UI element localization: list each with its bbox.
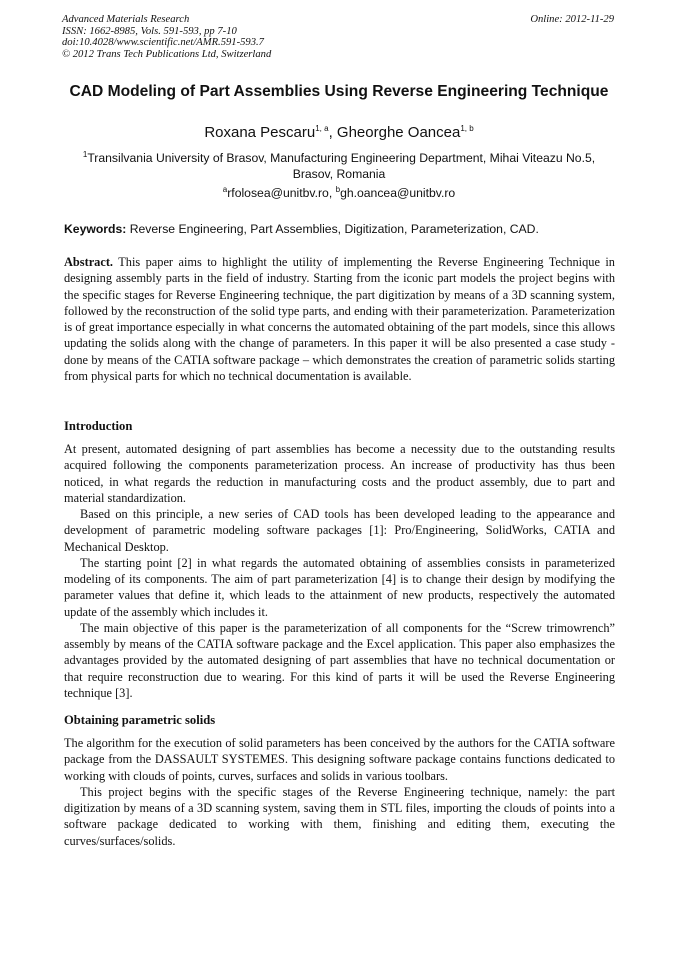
author-1-sup: 1, a bbox=[315, 124, 329, 133]
abstract-text: This paper aims to highlight the utility of implementing the Reverse Engineering Technique in designing assembly parts in the field of industry. Starting from the iconic part models the project begins with the specific stages for Reverse Engineering technique, the part digitization by means of a 3D scanning system, followed by the reconstruction of the solid type parts, and ending with their parameterization. Parameterization is of great importance especially in what concerns the automated obtaining of the part models, since this allows updating the solids along with the change of parameters. In this paper it will be also presented a case study - done by means of the CATIA software package – which demonstrates the creation of parametric solids starting from physical parts for which no technical documentation is available. bbox=[64, 255, 615, 383]
intro-paragraph: The starting point [2] in what regards the automated obtaining of assemblies consists in parameterized modeling of its components. The aim of part parameterization [4] is to change their design by modifying the parameter values that define it, which leads to the attainment of new products, respectively the automated update of the assembly which includes it. bbox=[64, 555, 615, 619]
email-b[interactable]: gh.oancea@unitbv.ro bbox=[340, 186, 456, 200]
abstract-label: Abstract. bbox=[64, 255, 114, 269]
journal-name: Advanced Materials Research bbox=[62, 14, 190, 25]
doi-line: doi:10.4028/www.scientific.net/AMR.591-593.7 bbox=[62, 37, 264, 48]
author-2: Gheorghe Oancea bbox=[336, 124, 461, 141]
parametric-paragraph: This project begins with the specific stages of the Reverse Engineering technique, namely: the part digitization by means of a 3D scanning system, saving them in STL files, importing the clouds of points into a software package dedicated to working with them, finishing and editing them, executing the curves/surfaces/solids. bbox=[64, 784, 615, 848]
parametric-body bbox=[64, 735, 615, 849]
affiliation-sup: 1 bbox=[82, 149, 88, 159]
issn-line: ISSN: 1662-8985, Vols. 591-593, pp 7-10 bbox=[62, 25, 237, 37]
online-date: Online: 2012-11-29 bbox=[530, 14, 614, 25]
intro-paragraph: At present, automated designing of part assemblies has become a necessity due to the outstanding results acquired following the components parameterization process. An increase of productivity has thus been noticed, in what regards the reduction in manufacturing costs and the product assembly, due to part and material standardization. bbox=[64, 442, 615, 505]
introduction-body bbox=[64, 441, 615, 701]
keywords bbox=[64, 221, 616, 237]
intro-paragraph: The main objective of this paper is the parameterization of all components for the “Screw trimowrench” assembly by means of the CATIA software package and the Excel application. This paper also emphasizes the advantages provided by the automated designing of part assemblies that have no technical documentation or that require reconstruction due to wearing. For this kind of parts it will be used the Reverse Engineering technique [3]. bbox=[64, 620, 615, 700]
email-a[interactable]: rfolosea@unitbv.ro, bbox=[227, 186, 333, 200]
affiliation bbox=[62, 150, 616, 182]
intro-paragraph: Based on this principle, a new series of CAD tools has been developed leading to the appearance and development of parametric modeling software packages [1]: Pro/Engineering, SolidWorks, CATIA and Mechanical Desktop. bbox=[64, 507, 615, 554]
author-2-sup: 1, b bbox=[460, 124, 474, 133]
parametric-heading: Obtaining parametric solids bbox=[64, 713, 216, 727]
keywords-label: Keywords: bbox=[64, 222, 127, 236]
introduction-heading: Introduction bbox=[64, 419, 133, 433]
email-b-sup: b bbox=[335, 184, 341, 194]
email-a-sup: a bbox=[222, 184, 228, 194]
copyright-line: © 2012 Trans Tech Publications Ltd, Switzerland bbox=[62, 48, 272, 60]
abstract bbox=[64, 254, 615, 384]
parametric-paragraph: The algorithm for the execution of solid parameters has been conceived by the authors for the CATIA software package from the DASSAULT SYSTEMES. This designing software package contains functions dedicated to working with clouds of points, curves, surfaces and solids in various toolbars. bbox=[64, 736, 615, 783]
author-line: Roxana Pescaru$^{1, a}$, Gheorghe Oancea$^{1, b}$ bbox=[204, 124, 474, 141]
affiliation-text: Transilvania University of Brasov, Manufacturing Engineering Department, Mihai Viteazu No.5, Brasov, Romania bbox=[87, 151, 596, 181]
email-line bbox=[62, 185, 616, 201]
journal-header bbox=[62, 14, 271, 60]
author-1: Roxana Pescaru bbox=[204, 124, 316, 141]
keywords-text: Reverse Engineering, Part Assemblies, Digitization, Parameterization, CAD. bbox=[129, 222, 539, 236]
paper-title: CAD Modeling of Part Assemblies Using Reverse Engineering Technique bbox=[69, 83, 609, 100]
